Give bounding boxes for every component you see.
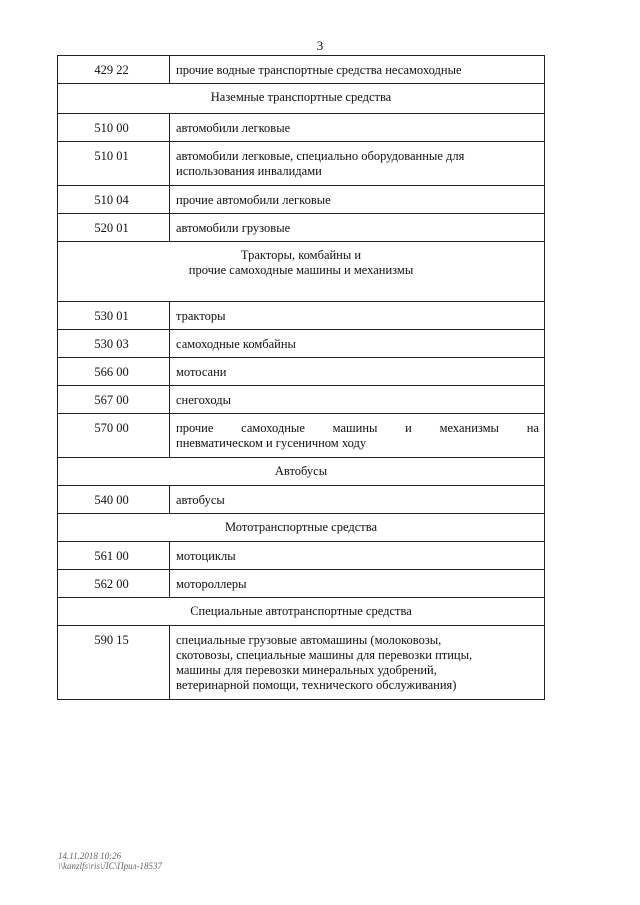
description-line: скотовозы, специальные машины для перевозки птицы, — [176, 648, 473, 662]
table-row — [58, 570, 545, 598]
description-cell: тракторы — [170, 302, 545, 330]
description-cell: автомобили грузовые — [170, 214, 545, 242]
word: и — [405, 421, 412, 435]
table-row — [58, 386, 545, 414]
word: механизмы — [439, 421, 499, 435]
section-title: Мототранспортные средства — [58, 514, 545, 542]
description-cell: прочие водные транспортные средства несамоходные — [170, 56, 545, 84]
description-cell: автомобили легковые — [170, 114, 545, 142]
description-cell — [170, 626, 545, 700]
description-line: специальные грузовые автомашины (молоковозы, — [176, 633, 442, 647]
table-row — [58, 626, 545, 700]
table-row — [58, 114, 545, 142]
code-cell: 510 00 — [58, 114, 170, 142]
table-row — [58, 542, 545, 570]
section-title-line: прочие самоходные машины и механизмы — [188, 263, 414, 277]
word: на — [526, 421, 539, 435]
description-cell: автобусы — [170, 486, 545, 514]
page-number: 3 — [316, 38, 324, 53]
stamp-date: 14.11.2018 10:26 — [58, 851, 122, 861]
code-cell: 590 15 — [58, 626, 170, 700]
code-cell: 562 00 — [58, 570, 170, 598]
table-row — [58, 56, 545, 84]
description-cell: мотоциклы — [170, 542, 545, 570]
table-row — [58, 142, 545, 186]
code-cell: 530 03 — [58, 330, 170, 358]
table-row — [58, 186, 545, 214]
description-cell: мотороллеры — [170, 570, 545, 598]
description-cell — [170, 414, 545, 458]
description-cell: автомобили легковые, специально оборудованные для использования инвалидами — [170, 142, 545, 186]
description-cell: снегоходы — [170, 386, 545, 414]
code-cell: 566 00 — [58, 358, 170, 386]
justified-line — [176, 421, 539, 436]
code-cell: 429 22 — [58, 56, 170, 84]
code-cell: 530 01 — [58, 302, 170, 330]
section-title-line: Тракторы, комбайны и — [240, 248, 362, 262]
section-header-row — [58, 242, 545, 302]
table-row — [58, 330, 545, 358]
section-header-row — [58, 458, 545, 486]
section-header-row — [58, 514, 545, 542]
section-header-row — [58, 84, 545, 114]
word: прочие — [176, 421, 214, 435]
word: самоходные — [241, 421, 305, 435]
section-title: Автобусы — [58, 458, 545, 486]
code-cell: 540 00 — [58, 486, 170, 514]
section-header-row — [58, 598, 545, 626]
word: машины — [332, 421, 378, 435]
description-cell: самоходные комбайны — [170, 330, 545, 358]
code-cell: 510 04 — [58, 186, 170, 214]
description-line: пневматическом и гусеничном ходу — [176, 436, 367, 450]
file-stamp — [58, 851, 162, 871]
description-line: ветеринарной помощи, технического обслуживания) — [176, 678, 457, 692]
code-cell: 570 00 — [58, 414, 170, 458]
table-row — [58, 358, 545, 386]
section-title: Специальные автотранспортные средства — [58, 598, 545, 626]
stamp-path: \\kanzlfs\ris\ЛС\Прил-18537 — [58, 861, 163, 871]
table-row — [58, 486, 545, 514]
code-cell: 561 00 — [58, 542, 170, 570]
section-title — [58, 242, 545, 302]
section-title: Наземные транспортные средства — [58, 84, 545, 114]
description-line: машины для перевозки минеральных удобрений, — [176, 663, 437, 677]
code-cell: 510 01 — [58, 142, 170, 186]
code-cell: 567 00 — [58, 386, 170, 414]
vehicle-codes-table — [57, 55, 545, 700]
table-row — [58, 414, 545, 458]
code-cell: 520 01 — [58, 214, 170, 242]
table-row — [58, 302, 545, 330]
description-cell: прочие автомобили легковые — [170, 186, 545, 214]
table-row — [58, 214, 545, 242]
description-cell: мотосани — [170, 358, 545, 386]
